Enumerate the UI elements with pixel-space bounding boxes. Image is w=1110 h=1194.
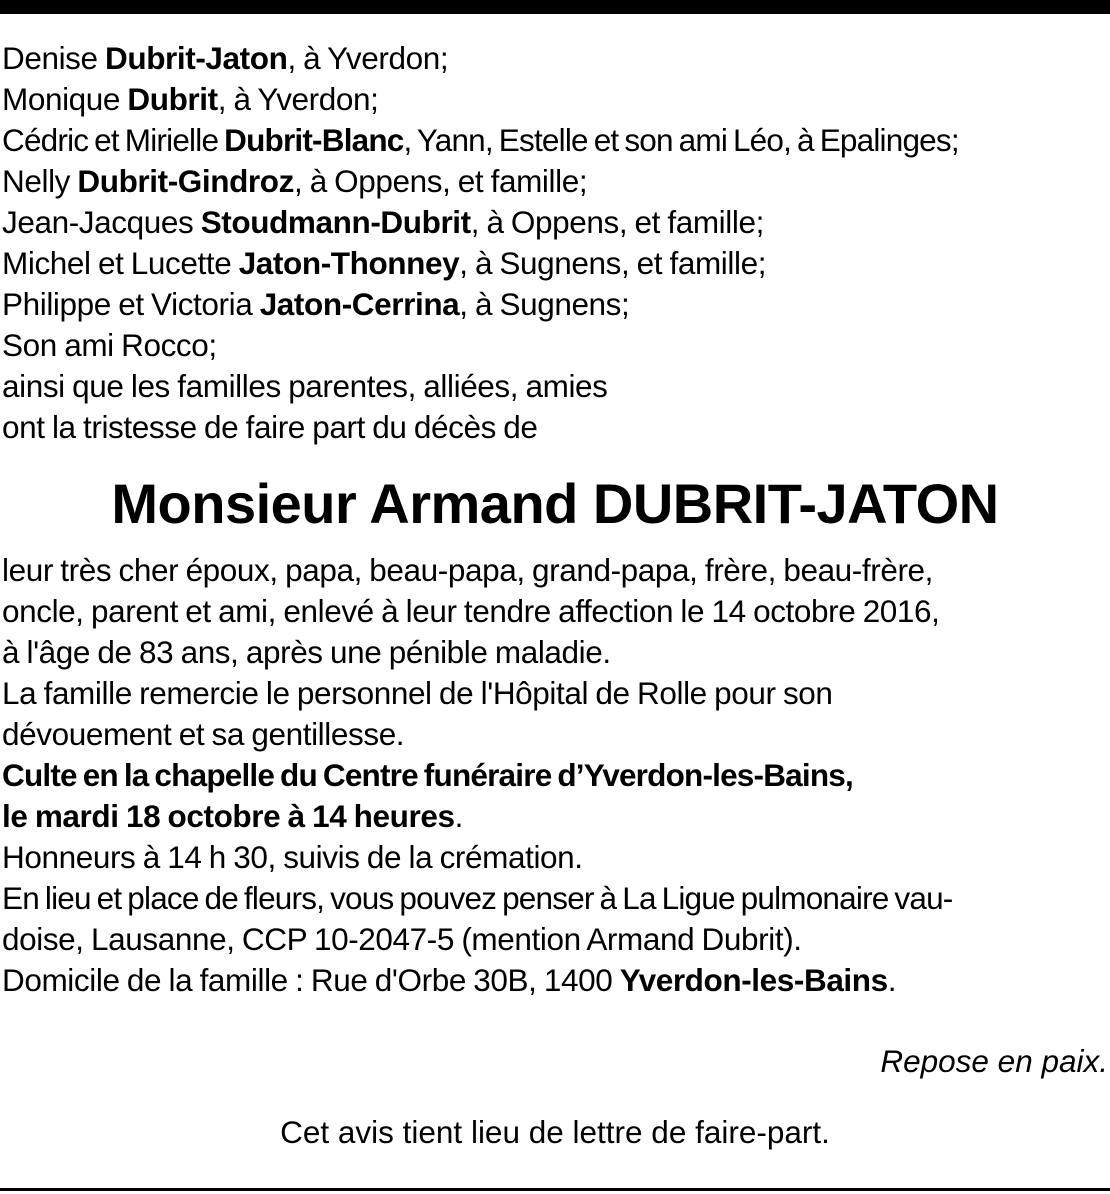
intro-line: ont la tristesse de faire part du décès de (2, 409, 538, 445)
domicile-line: Domicile de la famille : Rue d'Orbe 30B, 1400 Yverdon-les-Bains. (2, 962, 897, 998)
family-line: Denise Dubrit-Jaton, à Yverdon; (2, 40, 449, 76)
footer-note: Cet avis tient lieu de lettre de faire-part. (280, 1114, 830, 1150)
body-line: à l'âge de 83 ans, après une pénible maladie. (2, 634, 611, 670)
family-line: Cédric et Mirielle Dubrit-Blanc, Yann, Estelle et son ami Léo, à Epalinges; (2, 122, 959, 158)
body-line: oncle, parent et ami, enlevé à leur tendre affection le 14 octobre 2016, (2, 593, 940, 629)
deceased-name: Monsieur Armand DUBRIT-JATON (111, 472, 999, 535)
body-line: La famille remercie le personnel de l'Hôpital de Rolle pour son (2, 675, 833, 711)
ceremony-date: le mardi 18 octobre à 14 heures (2, 798, 455, 834)
notice-body (2, 550, 1108, 1001)
family-surname: Dubrit-Blanc (224, 122, 404, 158)
family-list (2, 38, 1108, 448)
body-line: dévouement et sa gentillesse. (2, 716, 405, 752)
family-line: Philippe et Victoria Jaton-Cerrina, à Sugnens; (2, 286, 630, 322)
obituary-notice (2, 38, 1108, 1153)
body-line: leur très cher époux, papa, beau-papa, grand-papa, frère, beau-frère, (2, 552, 934, 588)
bottom-rule (0, 1188, 1110, 1191)
family-surname: Dubrit (127, 81, 218, 117)
family-surname: Stoudmann-Dubrit (200, 204, 471, 240)
details-line: Honneurs à 14 h 30, suivis de la crémation. (2, 839, 583, 875)
signoff: Repose en paix. (880, 1043, 1108, 1079)
top-rule (0, 0, 1110, 14)
family-line: Michel et Lucette Jaton-Thonney, à Sugnens, et famille; (2, 245, 767, 281)
domicile-city: Yverdon-les-Bains (619, 962, 888, 998)
ceremony-line: Culte en la chapelle du Centre funéraire d’Yverdon-les-Bains, (2, 757, 853, 793)
family-surname: Dubrit-Jaton (105, 40, 288, 76)
family-surname: Jaton-Thonney (238, 245, 460, 281)
family-line: Monique Dubrit, à Yverdon; (2, 81, 379, 117)
ceremony-date-line: le mardi 18 octobre à 14 heures. (2, 798, 463, 834)
intro-line: ainsi que les familles parentes, alliées, amies (2, 368, 608, 404)
family-line: Nelly Dubrit-Gindroz, à Oppens, et famille; (2, 163, 588, 199)
family-surname: Dubrit-Gindroz (77, 163, 294, 199)
family-surname: Jaton-Cerrina (259, 286, 460, 322)
details-line: En lieu et place de fleurs, vous pouvez penser à La Ligue pulmonaire vau- (2, 880, 953, 916)
details-line: doise, Lausanne, CCP 10-2047-5 (mention Armand Dubrit). (2, 921, 802, 957)
family-line: Jean-Jacques Stoudmann-Dubrit, à Oppens, et famille; (2, 204, 764, 240)
intro-line: Son ami Rocco; (2, 327, 217, 363)
